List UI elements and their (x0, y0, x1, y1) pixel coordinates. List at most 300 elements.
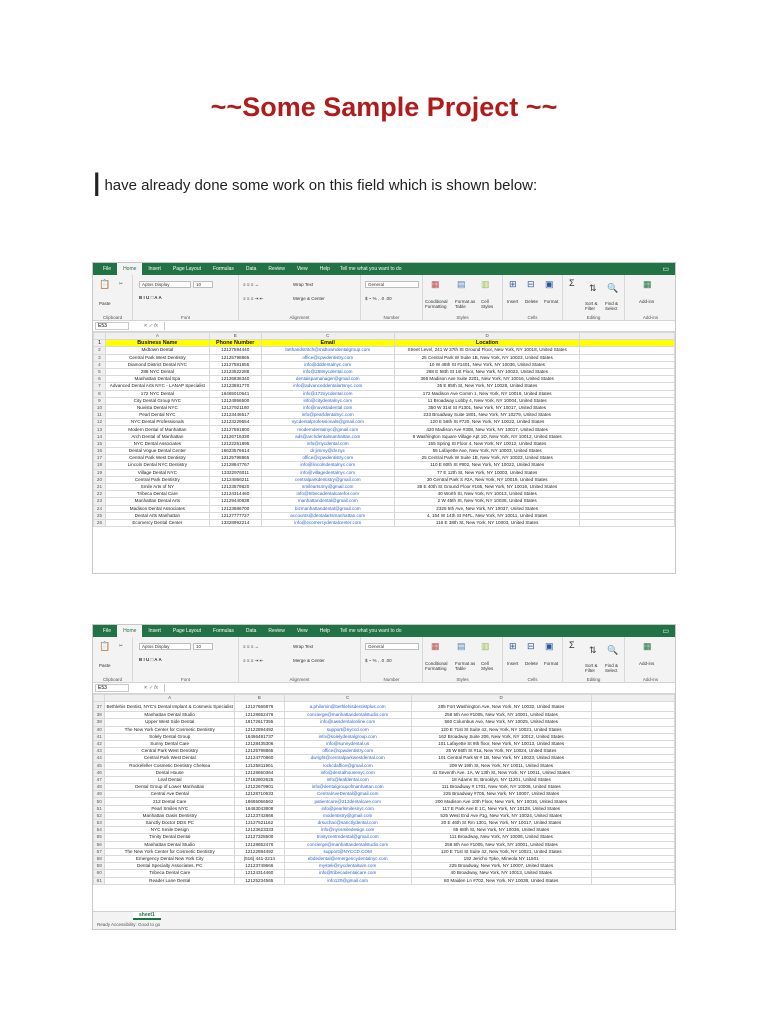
email-cell[interactable]: info120@gmail.com (284, 877, 411, 884)
location-cell[interactable]: 366 Madison Ave Suite 2201, New York, NY 10016, United States (394, 376, 580, 383)
business-name-cell[interactable]: Pearl Smiles NYC (105, 805, 235, 812)
business-name-cell[interactable]: Village Dental NYC (105, 469, 209, 476)
business-name-cell[interactable]: NYC Dental Associates (105, 440, 209, 447)
empty-cell[interactable] (591, 863, 674, 870)
menu-formulas[interactable]: Formulas (213, 628, 234, 634)
email-cell[interactable]: concierge@manhattandentalstudio.com (284, 841, 411, 848)
name-box[interactable]: E53 (95, 322, 129, 330)
row-number[interactable]: 25 (94, 512, 106, 519)
empty-cell[interactable] (591, 827, 674, 834)
email-cell[interactable]: CentralAveDental@gmail.com (284, 791, 411, 798)
empty-cell[interactable] (591, 841, 674, 848)
row-number[interactable]: 47 (94, 776, 105, 783)
phone-cell[interactable]: 12129440838 (209, 498, 261, 505)
phone-cell[interactable]: 12124956500 (209, 397, 261, 404)
business-name-cell[interactable]: Bethlehis Dentist, NYC's Dental Implant & Cosmetic Specialist (105, 702, 235, 712)
email-cell[interactable]: info@288nycdental.com (261, 368, 394, 375)
empty-cell[interactable] (580, 368, 675, 375)
insert-icon[interactable]: ⊞ (509, 279, 517, 289)
sort-filter-icon[interactable]: ⇅ (589, 283, 597, 293)
paste-icon[interactable]: 📋 (99, 641, 111, 651)
row-number[interactable]: 61 (94, 877, 105, 884)
phone-cell[interactable]: 12128435306 (234, 740, 284, 747)
row-number[interactable]: 18 (94, 462, 106, 469)
phone-cell[interactable]: 12123686700 (209, 505, 261, 512)
format-as-table-icon[interactable]: ▤ (457, 279, 466, 289)
business-name-cell[interactable]: Trinity Dental Dental (105, 834, 235, 841)
location-cell[interactable]: 120 E 71st St Suite 42, New York, NY 10021, United States (411, 726, 591, 733)
font-name-dropdown[interactable]: Aptos Display (139, 281, 191, 288)
empty-cell[interactable] (591, 834, 674, 841)
email-cell[interactable]: concierge@manhattandentalstudio.com (284, 712, 411, 719)
email-cell[interactable]: info@tribecadentalcare.com (284, 870, 411, 877)
menu-help[interactable]: Help (319, 628, 330, 634)
row-number[interactable]: 22 (94, 491, 106, 498)
empty-cell[interactable] (580, 433, 675, 440)
phone-cell[interactable]: 12127591800 (209, 426, 261, 433)
row-number[interactable]: 13 (94, 426, 106, 433)
location-cell[interactable]: 65 68th St, New York, NY 10036, United States (411, 827, 591, 834)
menu-formulas[interactable]: Formulas (213, 266, 234, 272)
row-number[interactable]: 42 (94, 740, 105, 747)
location-cell[interactable]: 420 Madison Ave #308, New York, NY 10017, United States (394, 426, 580, 433)
row-number[interactable]: 1 (94, 340, 106, 347)
row-number[interactable]: 11 (94, 412, 106, 419)
row-number[interactable]: 55 (94, 834, 105, 841)
location-cell[interactable]: 111 Broadway # 1701, New York, NY 10006, United States (411, 784, 591, 791)
column-header-extra[interactable] (591, 695, 674, 702)
email-cell[interactable]: info@dddentalnyc.com (261, 361, 394, 368)
phone-cell[interactable]: 12123623333 (234, 827, 284, 834)
paste-button[interactable]: Paste (99, 301, 111, 306)
phone-cell[interactable]: 12123229554 (209, 419, 261, 426)
location-cell[interactable]: 80 Maiden Ln #702, New York, NY 10038, United States (411, 877, 591, 884)
business-name-cell[interactable]: Tribeca Dental Care (105, 491, 209, 498)
empty-cell[interactable] (591, 733, 674, 740)
business-name-cell[interactable]: NYC Smile Design (105, 827, 235, 834)
empty-cell[interactable] (580, 440, 675, 447)
cell-styles-button[interactable]: Cell Styles (481, 299, 494, 309)
business-name-cell[interactable]: NYC Dental Professionals (105, 419, 209, 426)
location-cell[interactable]: 233 Broadway Suite 1801, New York, NY 10279, United States (394, 412, 580, 419)
location-cell[interactable]: 38 E 40th St Ground Floor #165, New York, NY 10016, United States (394, 483, 580, 490)
empty-cell[interactable] (580, 347, 675, 354)
location-cell[interactable]: 4, 154 W 14th St #4FL, New York, NY 10011, United States (394, 512, 580, 519)
row-number[interactable]: 39 (94, 719, 105, 726)
addins-button[interactable]: Add-ins (639, 661, 655, 666)
delete-button[interactable]: Delete (525, 299, 539, 304)
email-cell[interactable]: info@nycsmiledesign.com (284, 827, 411, 834)
row-number[interactable]: 8 (94, 390, 106, 397)
paste-icon[interactable]: 📋 (99, 279, 111, 289)
row-number[interactable]: 4 (94, 361, 106, 368)
phone-cell[interactable]: 12123522288 (209, 368, 261, 375)
sort-filter-button[interactable]: Sort & Filter (585, 301, 598, 311)
paste-button[interactable]: Paste (99, 663, 111, 668)
number-format-dropdown[interactable]: General (365, 281, 419, 288)
email-cell[interactable]: info@tribecadentalcarefor.com (261, 491, 394, 498)
header-cell[interactable]: Phone Number (209, 340, 261, 347)
delete-button[interactable]: Delete (525, 661, 539, 666)
phone-cell[interactable]: 16466491737 (234, 733, 284, 740)
cut-icon[interactable]: ✂ (119, 281, 123, 286)
phone-cell[interactable]: 12126716330 (209, 433, 261, 440)
phone-cell[interactable]: (516) 441-2214 (234, 855, 284, 862)
row-number[interactable]: 60 (94, 870, 105, 877)
column-header-c[interactable]: C (284, 695, 411, 702)
phone-cell[interactable]: 12122251895 (209, 440, 261, 447)
location-cell[interactable]: 110 E 60th St #802, New York, NY 10022, United States (394, 462, 580, 469)
format-as-table-button[interactable]: Format as Table (455, 661, 476, 671)
location-cell[interactable]: Street Level, 241 W 37th St Ground Floor, New York, NY 10018, United States (394, 347, 580, 354)
empty-cell[interactable] (580, 498, 675, 505)
row-number[interactable]: 43 (94, 748, 105, 755)
autosum-icon[interactable]: Σ (569, 640, 575, 650)
business-name-cell[interactable]: Central Park West Dentistry (105, 455, 209, 462)
business-name-cell[interactable]: Madison Dental Associates (105, 505, 209, 512)
phone-cell[interactable]: 12122894492 (234, 848, 284, 855)
location-cell[interactable]: 200 Madison Ave 10th Floor, New York, NY 10016, United States (411, 798, 591, 805)
row-number[interactable]: 49 (94, 791, 105, 798)
location-cell[interactable]: 35 E 85th St, New York, NY 10028, United States (394, 383, 580, 390)
menu-help[interactable]: Help (319, 266, 330, 272)
conditional-formatting-icon[interactable]: ▦ (431, 641, 440, 651)
row-number[interactable]: 57 (94, 848, 105, 855)
location-cell[interactable]: 2 W 45th St, New York, NY 10036, United States (394, 498, 580, 505)
empty-cell[interactable] (591, 762, 674, 769)
empty-cell[interactable] (580, 469, 675, 476)
business-name-cell[interactable]: Diamond District Dental NYC (105, 361, 209, 368)
email-cell[interactable]: bizmanhattandental@gmail.com (261, 505, 394, 512)
email-cell[interactable]: modentistry@gmail.com (284, 812, 411, 819)
phone-cell[interactable]: 17182802625 (234, 776, 284, 783)
font-size-dropdown[interactable]: 10 (193, 643, 213, 650)
row-number[interactable]: 26 (94, 519, 106, 526)
phone-cell[interactable]: 12128710633 (234, 791, 284, 798)
email-cell[interactable]: ads@archdentalmanhattan.com (261, 433, 394, 440)
business-name-cell[interactable]: Manhattan Dental Arts (105, 498, 209, 505)
bold-italic-underline-buttons[interactable]: B I U □ A A (139, 657, 162, 662)
business-name-cell[interactable]: Central Ave Dental (105, 791, 235, 798)
business-name-cell[interactable]: Leaf Dental (105, 776, 235, 783)
row-number[interactable]: 12 (94, 419, 106, 426)
addins-icon[interactable]: ▦ (643, 279, 652, 289)
menu-data[interactable]: Data (245, 628, 257, 634)
column-header-corner[interactable] (94, 695, 105, 702)
empty-cell[interactable] (580, 519, 675, 526)
business-name-cell[interactable]: Sanctly Doctor DDS PC (105, 820, 235, 827)
business-name-cell[interactable]: Central Park West Dentistry (105, 354, 209, 361)
empty-cell[interactable] (591, 791, 674, 798)
row-number[interactable]: 6 (94, 376, 106, 383)
email-cell[interactable]: info@nycdental.com (261, 440, 394, 447)
delete-icon[interactable]: ⊟ (527, 641, 535, 651)
formula-input[interactable] (164, 684, 675, 692)
addins-icon[interactable]: ▦ (643, 641, 652, 651)
email-cell[interactable]: moderndentalnyc@gmail.com (261, 426, 394, 433)
alignment-icons[interactable]: ≡ ≡ ≡ ↔ (243, 282, 260, 287)
email-cell[interactable]: bethandstritch@midtowndentalgroup.com (261, 347, 394, 354)
phone-cell[interactable]: 18665056562 (234, 798, 284, 805)
email-cell[interactable]: patientcare@212dentalcare.com (284, 798, 411, 805)
email-cell[interactable]: a.philomin@bethlehisdentistplus.com (284, 702, 411, 712)
location-cell[interactable]: 25 W 86th St #1a, New York, NY 10024, United States (411, 748, 591, 755)
email-cell[interactable]: office@cpwdentistry.com (284, 748, 411, 755)
sort-filter-button[interactable]: Sort & Filter (585, 663, 598, 673)
row-number[interactable]: 58 (94, 855, 105, 862)
empty-cell[interactable] (591, 870, 674, 877)
column-header-b[interactable]: B (209, 333, 261, 340)
location-cell[interactable]: 350 W 31st St #1301, New York, NY 10017, United States (394, 404, 580, 411)
column-header-a[interactable]: A (105, 695, 235, 702)
phone-cell[interactable]: 12128847767 (209, 462, 261, 469)
empty-cell[interactable] (591, 712, 674, 719)
conditional-formatting-icon[interactable]: ▦ (431, 279, 440, 289)
column-header-b[interactable]: B (234, 695, 284, 702)
row-number[interactable]: 20 (94, 476, 106, 483)
empty-cell[interactable] (591, 820, 674, 827)
row-number[interactable]: 52 (94, 812, 105, 819)
location-cell[interactable]: 25 Central Park W Suite 1B, New York, NY 10023, United States (394, 455, 580, 462)
row-number[interactable]: 19 (94, 469, 106, 476)
column-header-extra[interactable] (580, 333, 675, 340)
menu-data[interactable]: Data (245, 266, 257, 272)
empty-cell[interactable] (591, 726, 674, 733)
phone-cell[interactable]: 12122894492 (234, 726, 284, 733)
format-icon[interactable]: ▣ (545, 279, 554, 289)
email-cell[interactable]: office@cpwdentistry.com (261, 455, 394, 462)
empty-cell[interactable] (591, 877, 674, 884)
location-cell[interactable]: 40 Broadway, New York, NY 10013, United States (411, 870, 591, 877)
number-format-dropdown[interactable]: General (365, 643, 419, 650)
location-cell[interactable]: 192 Jericho Tpke, Mineola NY 11501 (411, 855, 591, 862)
business-name-cell[interactable]: Dental Vogue Dental Center (105, 448, 209, 455)
location-cell[interactable]: 225 Broadway #705, New York, NY 10007, United States (411, 791, 591, 798)
email-cell[interactable]: manhattandental@gmail.com (261, 498, 394, 505)
business-name-cell[interactable]: Tribeca Dental Care (105, 870, 235, 877)
row-number[interactable]: 54 (94, 827, 105, 834)
empty-cell[interactable] (580, 455, 675, 462)
menu-review[interactable]: Review (268, 628, 285, 634)
location-cell[interactable]: 285 Fort Washington Ave, New York, NY 10032, United States (411, 702, 591, 712)
empty-cell[interactable] (580, 390, 675, 397)
alignment-icons-2[interactable]: ≡ ≡ ≡ ⇥ ⇤ (243, 296, 264, 301)
email-cell[interactable]: accounts@dentalartsmanhattan.com (261, 512, 394, 519)
email-cell[interactable]: info@lincolndentalnyc.com (261, 462, 394, 469)
find-select-button[interactable]: Find & Select (605, 663, 619, 673)
phone-cell[interactable]: 12123749666 (234, 863, 284, 870)
row-number[interactable]: 50 (94, 798, 105, 805)
business-name-cell[interactable]: Dental House (105, 769, 235, 776)
email-cell[interactable]: support@nyccd.com (284, 726, 411, 733)
email-cell[interactable]: info@sunnydental.us (284, 740, 411, 747)
autosum-icon[interactable]: Σ (569, 278, 575, 288)
tell-me-search[interactable]: Tell me what you want to do (339, 266, 402, 272)
business-name-cell[interactable]: 288 NYC Dental (105, 368, 209, 375)
header-cell[interactable]: Location (394, 340, 580, 347)
merge-center-button[interactable]: Merge & Center (293, 658, 325, 663)
business-name-cell[interactable]: Advanced Dental Arts NYC - LANAP Specialist (105, 383, 209, 390)
row-number[interactable]: 3 (94, 354, 106, 361)
location-cell[interactable]: 225 Broadway, New York, NY 10007, United States (411, 863, 591, 870)
phone-cell[interactable]: 16623576614 (209, 448, 261, 455)
empty-cell[interactable] (591, 855, 674, 862)
phone-cell[interactable]: 12127666876 (234, 702, 284, 712)
phone-cell[interactable]: 12127328500 (234, 834, 284, 841)
email-cell[interactable]: info@villagedentalnyc.com (261, 469, 394, 476)
tell-me-search[interactable]: Tell me what you want to do (339, 628, 402, 634)
font-size-dropdown[interactable]: 10 (193, 281, 213, 288)
row-number[interactable]: 17 (94, 455, 106, 462)
phone-cell[interactable]: 12124866211 (209, 476, 261, 483)
email-cell[interactable]: mysteli@nycdentalsam.com (284, 863, 411, 870)
phone-cell[interactable]: 12125798865 (209, 455, 261, 462)
delete-icon[interactable]: ⊟ (527, 279, 535, 289)
empty-cell[interactable] (580, 412, 675, 419)
conditional-formatting-button[interactable]: Conditional Formatting (425, 661, 448, 671)
email-cell[interactable]: info@uwsdentalonline.com (284, 719, 411, 726)
location-cell[interactable]: 8 Washington Square Village Apt 1D, New York, NY 10012, United States (394, 433, 580, 440)
row-number[interactable]: 2 (94, 347, 106, 354)
empty-cell[interactable] (591, 848, 674, 855)
menu-page-layout[interactable]: Page Layout (172, 628, 202, 634)
business-name-cell[interactable]: Dental Group of Lower Manhattan (105, 784, 235, 791)
email-cell[interactable]: support@NYCCD.COM (284, 848, 411, 855)
cell-styles-icon[interactable]: ▥ (481, 279, 490, 289)
phone-cell[interactable]: 12128652476 (234, 841, 284, 848)
phone-cell[interactable]: 13322976011 (209, 469, 261, 476)
phone-cell[interactable]: 12125798865 (234, 748, 284, 755)
alignment-icons[interactable]: ≡ ≡ ≡ ↔ (243, 644, 260, 649)
empty-cell[interactable] (580, 476, 675, 483)
phone-cell[interactable]: 12125798865 (209, 354, 261, 361)
phone-cell[interactable]: 12124314460 (209, 491, 261, 498)
email-cell[interactable]: info@leafdental.com (284, 776, 411, 783)
location-cell[interactable]: 117 E Park Ave E 1C, New York, NY 10128, United States (411, 805, 591, 812)
business-name-cell[interactable]: Smile Arts of NY (105, 483, 209, 490)
location-cell[interactable]: 209 W 19th St, New York, NY 10011, United States (411, 762, 591, 769)
phone-cell[interactable]: 12122679901 (234, 784, 284, 791)
empty-cell[interactable] (580, 512, 675, 519)
row-number[interactable]: 15 (94, 440, 106, 447)
empty-cell[interactable] (591, 784, 674, 791)
business-name-cell[interactable]: Manhattan Dental Spa (105, 376, 209, 383)
email-cell[interactable]: smilearts4ny@gmail.com (261, 483, 394, 490)
phone-cell[interactable]: 12124770860 (234, 755, 284, 762)
empty-cell[interactable] (591, 719, 674, 726)
email-cell[interactable]: info@pearlsmilesnyc.com (284, 805, 411, 812)
cell-styles-button[interactable]: Cell Styles (481, 661, 494, 671)
empty-cell[interactable] (580, 491, 675, 498)
empty-cell[interactable] (591, 812, 674, 819)
business-name-cell[interactable]: Manhattan Dental Studio (105, 841, 235, 848)
row-number[interactable]: 9 (94, 397, 106, 404)
column-header-d[interactable]: D (394, 333, 580, 340)
fx-icon[interactable]: ✕ ✓ fx (143, 685, 159, 691)
business-name-cell[interactable]: 172 NYC Dental (105, 390, 209, 397)
location-cell[interactable]: 288 E 58th St 1st Floor, New York, NY 10022, United States (394, 368, 580, 375)
business-name-cell[interactable]: Lincoln Dental NYC Dentistry (105, 462, 209, 469)
column-header-a[interactable]: A (105, 333, 209, 340)
row-number[interactable]: 21 (94, 483, 106, 490)
alignment-icons-2[interactable]: ≡ ≡ ≡ ⇥ ⇤ (243, 658, 264, 663)
comment-icon[interactable]: ▭ (662, 266, 669, 273)
business-name-cell[interactable]: Central Park West Dentistry (105, 748, 235, 755)
location-cell[interactable]: 258 5th Ave #1005, New York, NY 10001, United States (411, 841, 591, 848)
location-cell[interactable]: 525 West End Ave #1g, New York, NY 10024, United States (411, 812, 591, 819)
empty-cell[interactable] (580, 448, 675, 455)
row-number[interactable]: 46 (94, 769, 105, 776)
number-format-icons[interactable]: $ ~ % , .0 .00 (365, 296, 392, 301)
location-cell[interactable]: 10 W 48th St #1401, New York, NY 10036, United States (394, 361, 580, 368)
email-cell[interactable]: info@nuvistadental.com (261, 404, 394, 411)
email-cell[interactable]: info@dentalgroupofmanhattan.com (284, 784, 411, 791)
email-cell[interactable]: trinitycentredental@gmail.com (284, 834, 411, 841)
row-number[interactable]: 45 (94, 762, 105, 769)
phone-cell[interactable]: 12127921160 (209, 404, 261, 411)
empty-cell[interactable] (591, 755, 674, 762)
empty-cell[interactable] (580, 361, 675, 368)
merge-center-button[interactable]: Merge & Center (293, 296, 325, 301)
empty-cell[interactable] (580, 354, 675, 361)
menu-home[interactable]: Home (117, 263, 142, 275)
location-cell[interactable]: 120 E 56th St #720, New York, NY 10022, United States (394, 419, 580, 426)
menu-insert[interactable]: Insert (148, 628, 161, 634)
row-number[interactable]: 5 (94, 368, 106, 375)
number-format-icons[interactable]: $ ~ % , .0 .00 (365, 658, 392, 663)
empty-cell[interactable] (591, 740, 674, 747)
cell-styles-icon[interactable]: ▥ (481, 641, 490, 651)
location-cell[interactable]: 162 Broadway Suite 206, New York, NY 10012, United States (411, 733, 591, 740)
email-cell[interactable]: info@solelydentalgroup.com (284, 733, 411, 740)
location-cell[interactable]: 30 Central Park S #2A, New York, NY 10019, United States (394, 476, 580, 483)
row-number[interactable]: 7 (94, 383, 106, 390)
email-cell[interactable]: info@citydentalnyc.com (261, 397, 394, 404)
empty-cell[interactable] (580, 397, 675, 404)
business-name-cell[interactable]: Upper West Side Dental (105, 719, 235, 726)
phone-cell[interactable]: 12124314460 (234, 870, 284, 877)
business-name-cell[interactable]: City Dental Group NYC (105, 397, 209, 404)
location-cell[interactable]: 120 E 71st St Suite 42, New York, NY 10021, United States (411, 848, 591, 855)
location-cell[interactable]: 258 5th Ave #1005, New York, NY 10001, United States (411, 712, 591, 719)
insert-icon[interactable]: ⊞ (509, 641, 517, 651)
cut-icon[interactable]: ✂ (119, 643, 123, 648)
phone-cell[interactable]: 12128650364 (234, 769, 284, 776)
location-cell[interactable]: 40 Worth St, New York, NY 10013, United States (394, 491, 580, 498)
phone-cell[interactable]: 12127581555 (209, 361, 261, 368)
location-cell[interactable]: 172 Madison Ave Comm 1, New York, NY 10016, United States (394, 390, 580, 397)
addins-button[interactable]: Add-ins (639, 299, 655, 304)
location-cell[interactable]: 560 Columbus Ave, New York, NY 10025, United States (411, 719, 591, 726)
row-number[interactable]: 40 (94, 726, 105, 733)
empty-cell[interactable] (591, 769, 674, 776)
row-number[interactable]: 51 (94, 805, 105, 812)
business-name-cell[interactable]: Arch Dental of Manhattan (105, 433, 209, 440)
business-name-cell[interactable]: Sunny Dental Care (105, 740, 235, 747)
row-number[interactable]: 10 (94, 404, 106, 411)
business-name-cell[interactable]: 212 Dental Care (105, 798, 235, 805)
menu-file[interactable]: File (103, 266, 112, 272)
email-cell[interactable]: dwright@centralparkwestdental.com (284, 755, 411, 762)
business-name-cell[interactable]: Manhattan Dental Studio (105, 712, 235, 719)
phone-cell[interactable]: 19172617355 (234, 719, 284, 726)
phone-cell[interactable]: 13328992214 (209, 519, 261, 526)
format-button[interactable]: Format (544, 299, 559, 304)
conditional-formatting-button[interactable]: Conditional Formatting (425, 299, 448, 309)
phone-cell[interactable]: 12123446517 (209, 412, 261, 419)
email-cell[interactable]: office@cpwdentistry.com (261, 354, 394, 361)
row-number[interactable]: 48 (94, 784, 105, 791)
